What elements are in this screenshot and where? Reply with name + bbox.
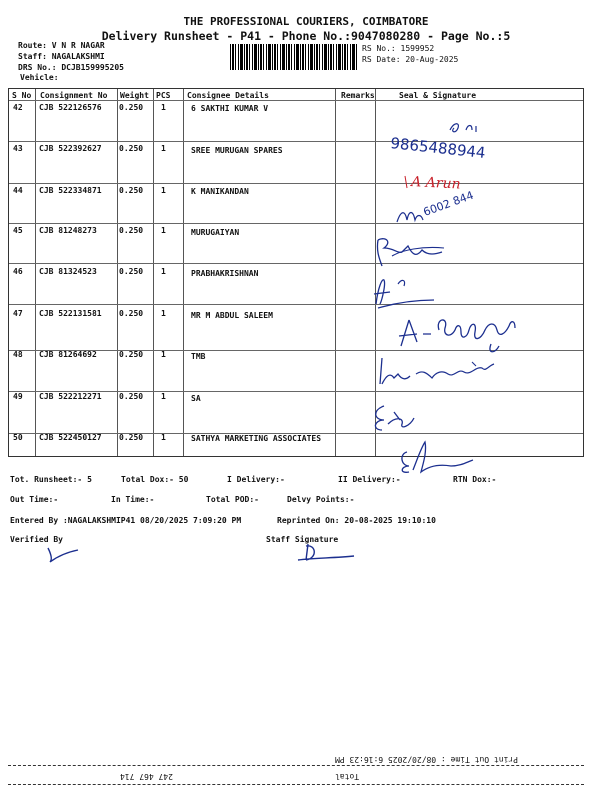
row-pcs: 1 bbox=[161, 309, 166, 318]
row-consignee: MURUGAIYAN bbox=[191, 228, 240, 237]
row-consignee: TMB bbox=[191, 352, 206, 361]
row-weight: 0.250 bbox=[119, 392, 144, 401]
total-dox: Total Dox:- 50 bbox=[121, 475, 189, 484]
signature-row-45 bbox=[395, 188, 476, 236]
row-pcs: 1 bbox=[161, 267, 166, 276]
col-consignee: Consignee Details bbox=[187, 91, 269, 100]
footer-totals: 247 467 714 bbox=[120, 772, 173, 781]
company-title: THE PROFESSIONAL COURIERS, COIMBATORE bbox=[183, 15, 429, 28]
row-sno: 48 bbox=[13, 350, 23, 359]
row-consignee: SA bbox=[191, 394, 201, 403]
signature-row-50 bbox=[395, 438, 495, 476]
verified-by-label: Verified By bbox=[10, 535, 63, 544]
row-sno: 50 bbox=[13, 433, 23, 442]
signature-row-42 bbox=[380, 118, 530, 162]
row-weight: 0.250 bbox=[119, 103, 144, 112]
col-seal-signature: Seal & Signature bbox=[399, 91, 477, 100]
col-remarks: Remarks bbox=[341, 91, 375, 100]
drs-number: DRS No.: DCJB159995205 bbox=[18, 63, 124, 72]
rs-number: RS No.: 1599952 bbox=[362, 44, 435, 53]
ii-delivery: II Delivery:- bbox=[338, 475, 401, 484]
row-pcs: 1 bbox=[161, 226, 166, 235]
reprinted-on: Reprinted On: 20-08-2025 19:10:10 bbox=[277, 516, 436, 525]
col-consignment: Consignment No bbox=[40, 91, 108, 100]
row-consignee: 6 SAKTHI KUMAR V bbox=[191, 104, 269, 113]
staff-label: Staff: NAGALAKSHMI bbox=[18, 52, 105, 61]
row-consignee: K MANIKANDAN bbox=[191, 187, 249, 196]
signature-row-46 bbox=[372, 232, 472, 272]
row-weight: 0.250 bbox=[119, 186, 144, 195]
out-time: Out Time:- bbox=[10, 495, 59, 504]
row-weight: 0.250 bbox=[119, 350, 144, 359]
row-pcs: 1 bbox=[161, 350, 166, 359]
row-sno: 43 bbox=[13, 144, 23, 153]
row-weight: 0.250 bbox=[119, 144, 144, 153]
delvy-points: Delvy Points:- bbox=[287, 495, 355, 504]
print-out-time: Print Out Time : 08/20/2025 6:16:23 PM bbox=[335, 755, 519, 764]
signature-row-48 bbox=[376, 350, 516, 390]
row-pcs: 1 bbox=[161, 392, 166, 401]
total-pod: Total POD:- bbox=[206, 495, 259, 504]
row-weight: 0.250 bbox=[119, 309, 144, 318]
col-weight: Weight bbox=[120, 91, 149, 100]
row-sno: 49 bbox=[13, 392, 23, 401]
col-pcs: PCS bbox=[156, 91, 171, 100]
staff-signature-label: Staff Signature bbox=[266, 535, 339, 544]
row-weight: 0.250 bbox=[119, 267, 144, 276]
row-consignee: MR M ABDUL SALEEM bbox=[191, 311, 273, 320]
row-consignment: CJB 522126576 bbox=[39, 103, 102, 112]
row-consignment: CJB 81324523 bbox=[39, 267, 97, 276]
row-sno: 44 bbox=[13, 186, 23, 195]
row-consignment: CJB 81264692 bbox=[39, 350, 97, 359]
row-consignee: SATHYA MARKETING ASSOCIATES bbox=[191, 434, 322, 443]
note-handwritten: 6002 844 bbox=[421, 188, 476, 219]
vehicle-label: Vehicle: bbox=[20, 73, 59, 82]
entered-by: Entered By :NAGALAKSHMIP41 08/20/2025 7:09:20 PM bbox=[10, 516, 242, 525]
row-consignment: CJB 522334871 bbox=[39, 186, 102, 195]
phone-handwritten: 9865488944 bbox=[389, 134, 487, 162]
route-label: Route: V N R NAGAR bbox=[18, 41, 105, 50]
row-pcs: 1 bbox=[161, 186, 166, 195]
rs-date: RS Date: 20-Aug-2025 bbox=[362, 55, 459, 64]
i-delivery: I Delivery:- bbox=[227, 475, 285, 484]
tot-runsheet: Tot. Runsheet:- 5 bbox=[10, 475, 92, 484]
row-pcs: 1 bbox=[161, 433, 166, 442]
row-weight: 0.250 bbox=[119, 226, 144, 235]
row-consignment: CJB 81248273 bbox=[39, 226, 97, 235]
row-pcs: 1 bbox=[161, 103, 166, 112]
row-consignee: PRABHAKRISHNAN bbox=[191, 269, 259, 278]
signature-row-49 bbox=[370, 402, 450, 432]
row-sno: 42 bbox=[13, 103, 23, 112]
rtn-dox: RTN Dox:- bbox=[453, 475, 497, 484]
barcode bbox=[230, 44, 358, 70]
row-pcs: 1 bbox=[161, 144, 166, 153]
footer-total-label: Total bbox=[335, 772, 360, 781]
row-sno: 45 bbox=[13, 226, 23, 235]
signature-row-47 bbox=[372, 274, 442, 310]
name-handwritten: A Arun bbox=[410, 174, 461, 193]
verified-by-signature bbox=[44, 542, 84, 566]
in-time: In Time:- bbox=[111, 495, 155, 504]
row-consignment: CJB 522450127 bbox=[39, 433, 102, 442]
staff-signature bbox=[294, 540, 364, 566]
row-sno: 46 bbox=[13, 267, 23, 276]
row-consignee: SREE MURUGAN SPARES bbox=[191, 146, 283, 155]
row-weight: 0.250 bbox=[119, 433, 144, 442]
row-sno: 47 bbox=[13, 309, 23, 318]
row-consignment: CJB 522212271 bbox=[39, 392, 102, 401]
row-consignment: CJB 522392627 bbox=[39, 144, 102, 153]
row-consignment: CJB 522131581 bbox=[39, 309, 102, 318]
runsheet-subtitle: Delivery Runsheet - P41 - Phone No.:9047080280 - Page No.:5 bbox=[101, 29, 511, 43]
col-sno: S No bbox=[12, 91, 32, 100]
